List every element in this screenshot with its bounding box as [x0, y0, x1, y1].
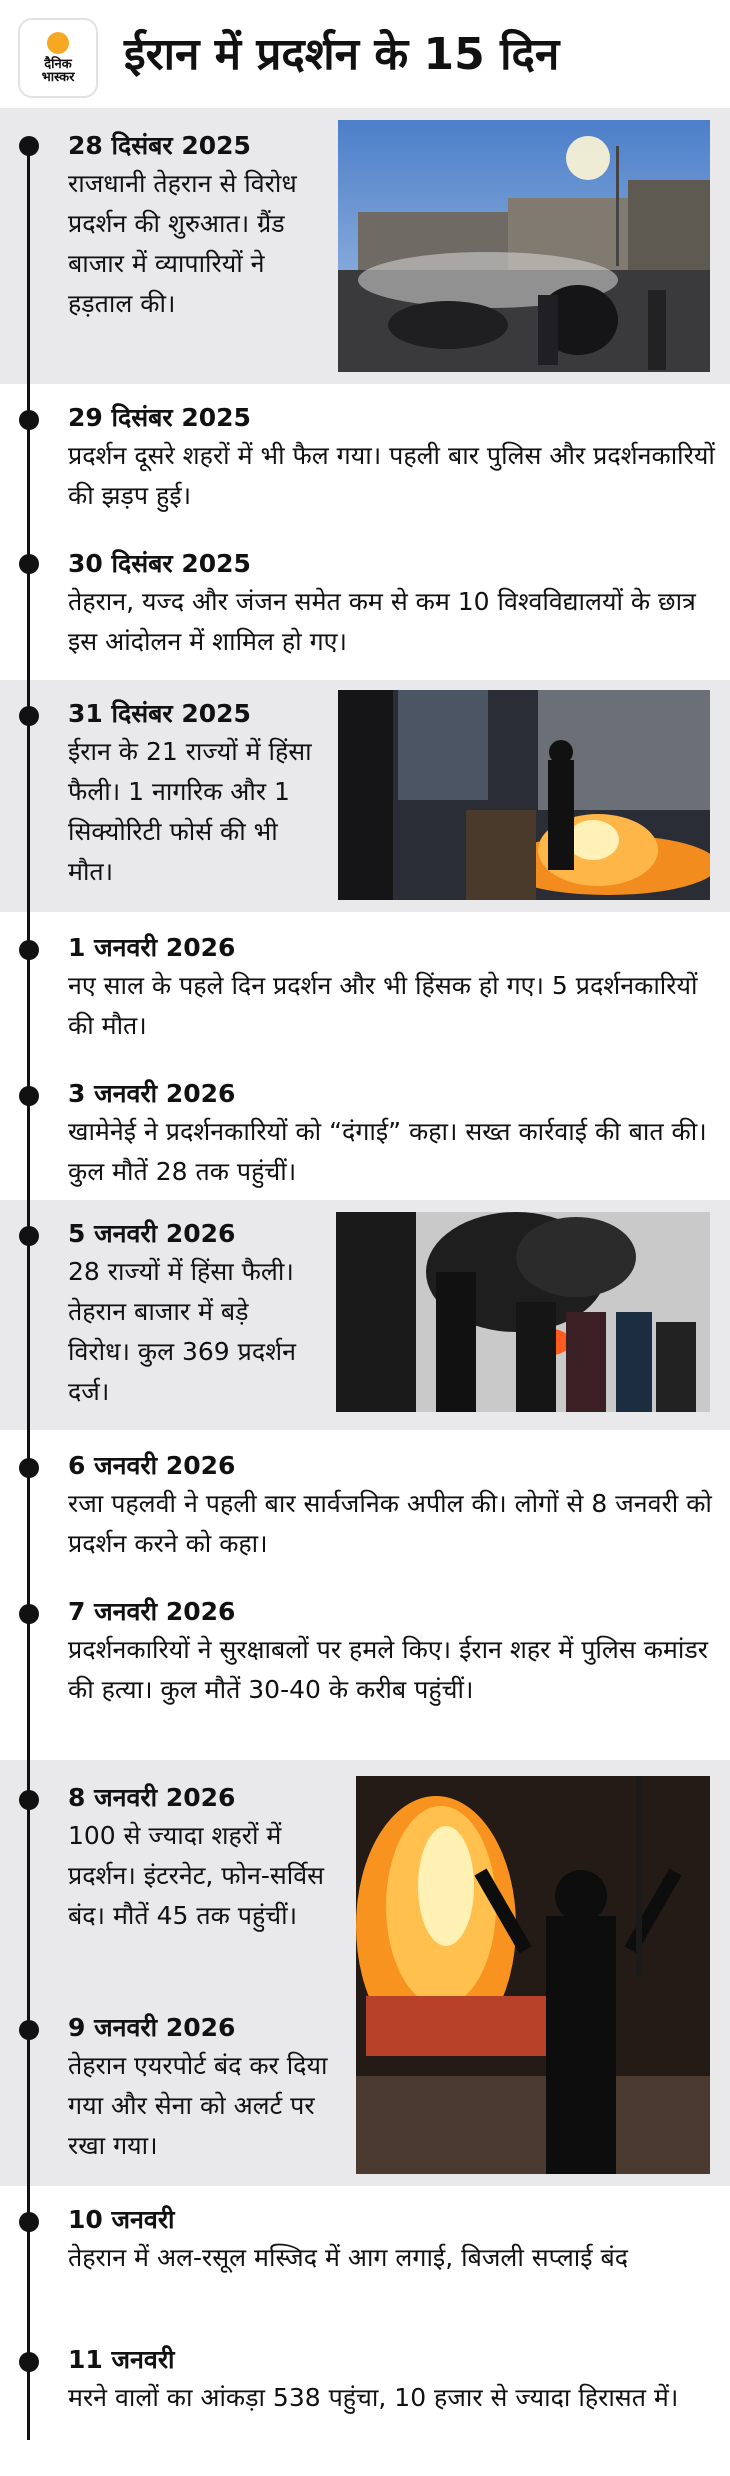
event-date: 8 जनवरी 2026	[68, 1783, 236, 1812]
event-date: 10 जनवरी	[68, 2205, 175, 2234]
event-date: 28 दिसंबर 2025	[68, 131, 251, 160]
timeline-entry-9	[0, 1580, 730, 1760]
logo-line1: दैनिक	[44, 57, 72, 72]
timeline-entry-3	[0, 532, 730, 680]
dainik-bhaskar-logo	[18, 18, 98, 98]
event-date: 5 जनवरी 2026	[68, 1219, 236, 1248]
page-title: ईरान में प्रदर्शन के 15 दिन	[124, 29, 560, 80]
event-date: 31 दिसंबर 2025	[68, 699, 251, 728]
timeline-entry-13	[0, 2330, 730, 2476]
event-date: 1 जनवरी 2026	[68, 933, 236, 962]
street-fire-protest-photo	[338, 690, 710, 900]
sun-icon	[47, 32, 69, 54]
event-date: 3 जनवरी 2026	[68, 1079, 236, 1108]
smoke-protest-photo	[336, 1212, 710, 1412]
event-text: तेहरान में अल-रसूल मस्जिद में आग लगाई, बिजली सप्लाई बंद	[68, 2243, 629, 2272]
timeline-line	[27, 140, 30, 2440]
timeline-entry-5	[0, 912, 730, 1062]
event-text: प्रदर्शनकारियों ने सुरक्षाबलों पर हमले किए। ईरान शहर में पुलिस कमांडर की हत्या। कुल मौतें 30-40 के करीब पहुंचीं।	[68, 1635, 708, 1704]
event-text: नए साल के पहले दिन प्रदर्शन और भी हिंसक हो गए। 5 प्रदर्शनकारियों की मौत।	[68, 971, 698, 1040]
timeline-entry-4	[0, 680, 730, 912]
event-text: 100 से ज्यादा शहरों में प्रदर्शन। इंटरनेट, फोन-सर्विस बंद। मौतें 45 तक पहुंचीं।	[68, 1821, 325, 1930]
event-date: 6 जनवरी 2026	[68, 1451, 236, 1480]
event-text: प्रदर्शन दूसरे शहरों में भी फैल गया। पहली बार पुलिस और प्रदर्शनकारियों की झड़प हुई।	[68, 441, 715, 510]
event-text: खामेनेई ने प्रदर्शनकारियों को “दंगाई” कहा। सख्त कार्रवाई की बात की। कुल मौतें 28 तक पहुंचीं।	[68, 1117, 707, 1186]
timeline-entry-6	[0, 1062, 730, 1200]
timeline-entry-12	[0, 2186, 730, 2330]
bonfire-protester-photo	[356, 1776, 710, 2174]
timeline-entry-7	[0, 1200, 730, 1430]
event-date: 29 दिसंबर 2025	[68, 403, 251, 432]
tehran-street-protest-photo	[338, 120, 710, 372]
page-header	[0, 0, 730, 108]
event-text: रजा पहलवी ने पहली बार सार्वजनिक अपील की। लोगों से 8 जनवरी को प्रदर्शन करने को कहा।	[68, 1489, 712, 1558]
event-text: राजधानी तेहरान से विरोध प्रदर्शन की शुरुआत। ग्रैंड बाजार में व्यापारियों ने हड़ताल की।	[68, 169, 297, 318]
event-text: तेहरान एयरपोर्ट बंद कर दिया गया और सेना को अलर्ट पर रखा गया।	[68, 2051, 328, 2160]
event-text: ईरान के 21 राज्यों में हिंसा फैली। 1 नागरिक और 1 सिक्योरिटी फोर्स की भी मौत।	[68, 737, 312, 886]
timeline-entry-2	[0, 384, 730, 532]
timeline-entry-1	[0, 108, 730, 384]
event-text: 28 राज्यों में हिंसा फैली। तेहरान बाजार में बड़े विरोध। कुल 369 प्रदर्शन दर्ज।	[68, 1257, 297, 1406]
logo-line2: भास्कर	[41, 70, 75, 85]
timeline-entry-10-11	[0, 1760, 730, 2186]
timeline-entry-8	[0, 1430, 730, 1580]
event-date: 30 दिसंबर 2025	[68, 549, 251, 578]
event-date: 11 जनवरी	[68, 2345, 175, 2374]
event-text: मरने वालों का आंकड़ा 538 पहुंचा, 10 हजार से ज्यादा हिरासत में।	[68, 2383, 679, 2412]
event-date: 9 जनवरी 2026	[68, 2013, 236, 2042]
event-date: 7 जनवरी 2026	[68, 1597, 236, 1626]
event-text: तेहरान, यज्द और जंजन समेत कम से कम 10 विश्वविद्यालयों के छात्र इस आंदोलन में शामिल हो गए।	[68, 587, 696, 656]
